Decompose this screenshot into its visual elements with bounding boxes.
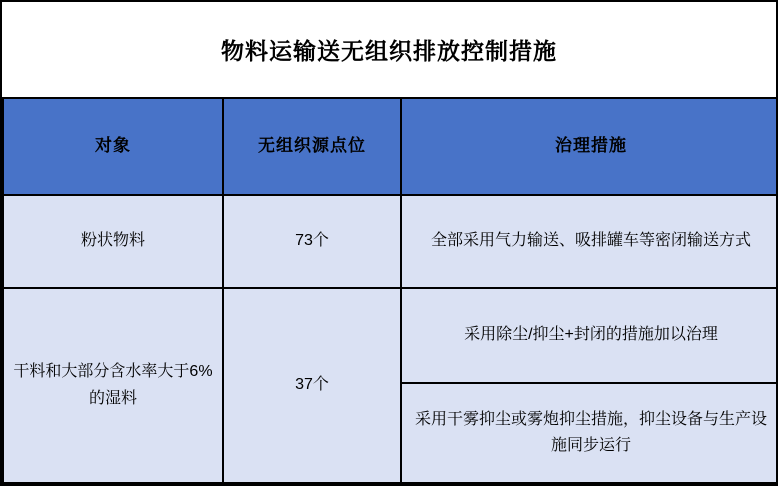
cell-points-wet-material: 37个: [223, 288, 401, 483]
cell-measure-fog-cannon: 采用干雾抑尘或雾炮抑尘措施，抑尘设备与生产设施同步运行: [401, 383, 778, 483]
title-area: [2, 2, 776, 97]
header-treatment-measures: 治理措施: [401, 98, 778, 195]
table-row: [3, 195, 778, 288]
table-row: [3, 288, 778, 383]
header-source-points: 无组织源点位: [223, 98, 401, 195]
cell-measure-dust-suppression: 采用除尘/抑尘+封闭的措施加以治理: [401, 288, 778, 383]
cell-measure-powder: 全部采用气力输送、吸排罐车等密闭输送方式: [401, 195, 778, 288]
control-measures-table: [2, 97, 778, 484]
cell-object-powder: 粉状物料: [3, 195, 223, 288]
table-header-row: [3, 98, 778, 195]
cell-points-powder: 73个: [223, 195, 401, 288]
header-object: 对象: [3, 98, 223, 195]
page-title: 物料运输送无组织排放控制措施: [221, 38, 557, 64]
cell-object-wet-material: 干料和大部分含水率大于6%的湿料: [3, 288, 223, 483]
